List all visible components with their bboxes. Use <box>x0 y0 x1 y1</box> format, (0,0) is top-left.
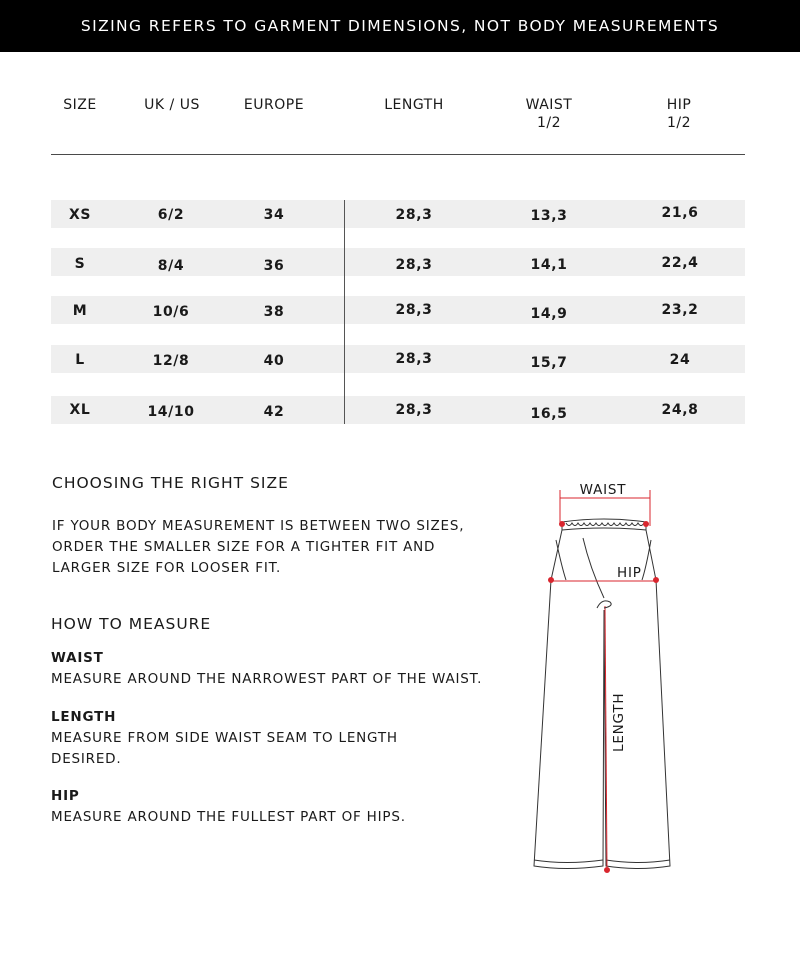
cell-europe: 42 <box>263 404 285 420</box>
trousers-outline <box>534 519 670 869</box>
header-waist <box>509 96 589 132</box>
hip-heading: HIP <box>51 788 80 804</box>
length-instruction-line: DESIRED. <box>51 751 122 767</box>
cell-europe: 36 <box>263 258 285 274</box>
cell-hip: 23,2 <box>661 302 699 318</box>
cell-size: XL <box>69 402 91 418</box>
choosing-line: LARGER SIZE FOR LOOSER FIT. <box>52 560 282 576</box>
cell-uk-us: 12/8 <box>152 353 190 369</box>
cell-waist: 15,7 <box>530 355 568 371</box>
sizing-banner-text: SIZING REFERS TO GARMENT DIMENSIONS, NOT BODY MEASUREMENTS <box>80 17 720 35</box>
header-size <box>57 96 103 114</box>
cell-europe: 34 <box>263 207 285 223</box>
waist-heading: WAIST <box>51 650 104 666</box>
choosing-title: CHOOSING THE RIGHT SIZE <box>52 474 289 492</box>
choosing-text <box>52 516 464 579</box>
cell-size: M <box>72 303 88 319</box>
cell-hip: 24,8 <box>661 402 699 418</box>
cell-hip: 24 <box>669 352 691 368</box>
length-instructions <box>51 728 398 770</box>
waist-instructions <box>51 669 482 690</box>
header-waist-label: WAIST <box>525 97 573 113</box>
length-heading: LENGTH <box>51 709 117 725</box>
cell-length: 28,3 <box>395 207 433 223</box>
cell-length: 28,3 <box>395 351 433 367</box>
cell-europe: 38 <box>263 304 285 320</box>
cell-size: S <box>74 256 86 272</box>
cell-waist: 14,9 <box>530 306 568 322</box>
waist-diagram-label: WAIST <box>579 482 627 498</box>
how-to-measure-title: HOW TO MEASURE <box>51 615 212 633</box>
sizing-banner <box>0 0 800 52</box>
header-size-label: SIZE <box>63 97 97 113</box>
cell-length: 28,3 <box>395 402 433 418</box>
cell-hip: 22,4 <box>661 255 699 271</box>
hip-diagram-label: HIP <box>617 565 642 581</box>
header-hip-label: HIP <box>666 97 692 113</box>
waist-instruction-line: MEASURE AROUND THE NARROWEST PART OF THE WAIST. <box>51 671 483 687</box>
cell-size: L <box>75 352 85 368</box>
cell-waist: 13,3 <box>530 208 568 224</box>
choosing-line: IF YOUR BODY MEASUREMENT IS BETWEEN TWO SIZES, <box>52 518 465 534</box>
header-divider <box>51 154 745 155</box>
header-length-label: LENGTH <box>384 97 444 113</box>
cell-length: 28,3 <box>395 302 433 318</box>
cell-size: XS <box>68 207 92 223</box>
pocket-loop-icon <box>597 601 611 608</box>
header-europe-label: EUROPE <box>243 97 305 113</box>
cell-waist: 14,1 <box>530 257 568 273</box>
cell-uk-us: 10/6 <box>152 304 190 320</box>
hip-instructions <box>51 807 406 828</box>
header-waist-sublabel: 1/2 <box>536 115 562 131</box>
header-europe <box>234 96 314 114</box>
choosing-line: ORDER THE SMALLER SIZE FOR A TIGHTER FIT AND <box>52 539 436 555</box>
hip-instruction-line: MEASURE AROUND THE FULLEST PART OF HIPS. <box>51 809 406 825</box>
cell-uk-us: 8/4 <box>157 258 185 274</box>
header-uk-us <box>132 96 212 114</box>
cell-europe: 40 <box>263 353 285 369</box>
cell-hip: 21,6 <box>661 205 699 221</box>
header-uk-us-label: UK / US <box>144 97 200 113</box>
cell-waist: 16,5 <box>530 406 568 422</box>
table-column-divider <box>344 200 345 424</box>
header-length <box>374 96 454 114</box>
cell-uk-us: 6/2 <box>157 207 185 223</box>
header-hip <box>639 96 719 132</box>
trousers-measurement-diagram <box>520 468 680 883</box>
length-instruction-line: MEASURE FROM SIDE WAIST SEAM TO LENGTH <box>51 730 398 746</box>
header-hip-sublabel: 1/2 <box>666 115 692 131</box>
length-diagram-label: LENGTH <box>611 692 627 752</box>
cell-uk-us: 14/10 <box>147 404 195 420</box>
cell-length: 28,3 <box>395 257 433 273</box>
